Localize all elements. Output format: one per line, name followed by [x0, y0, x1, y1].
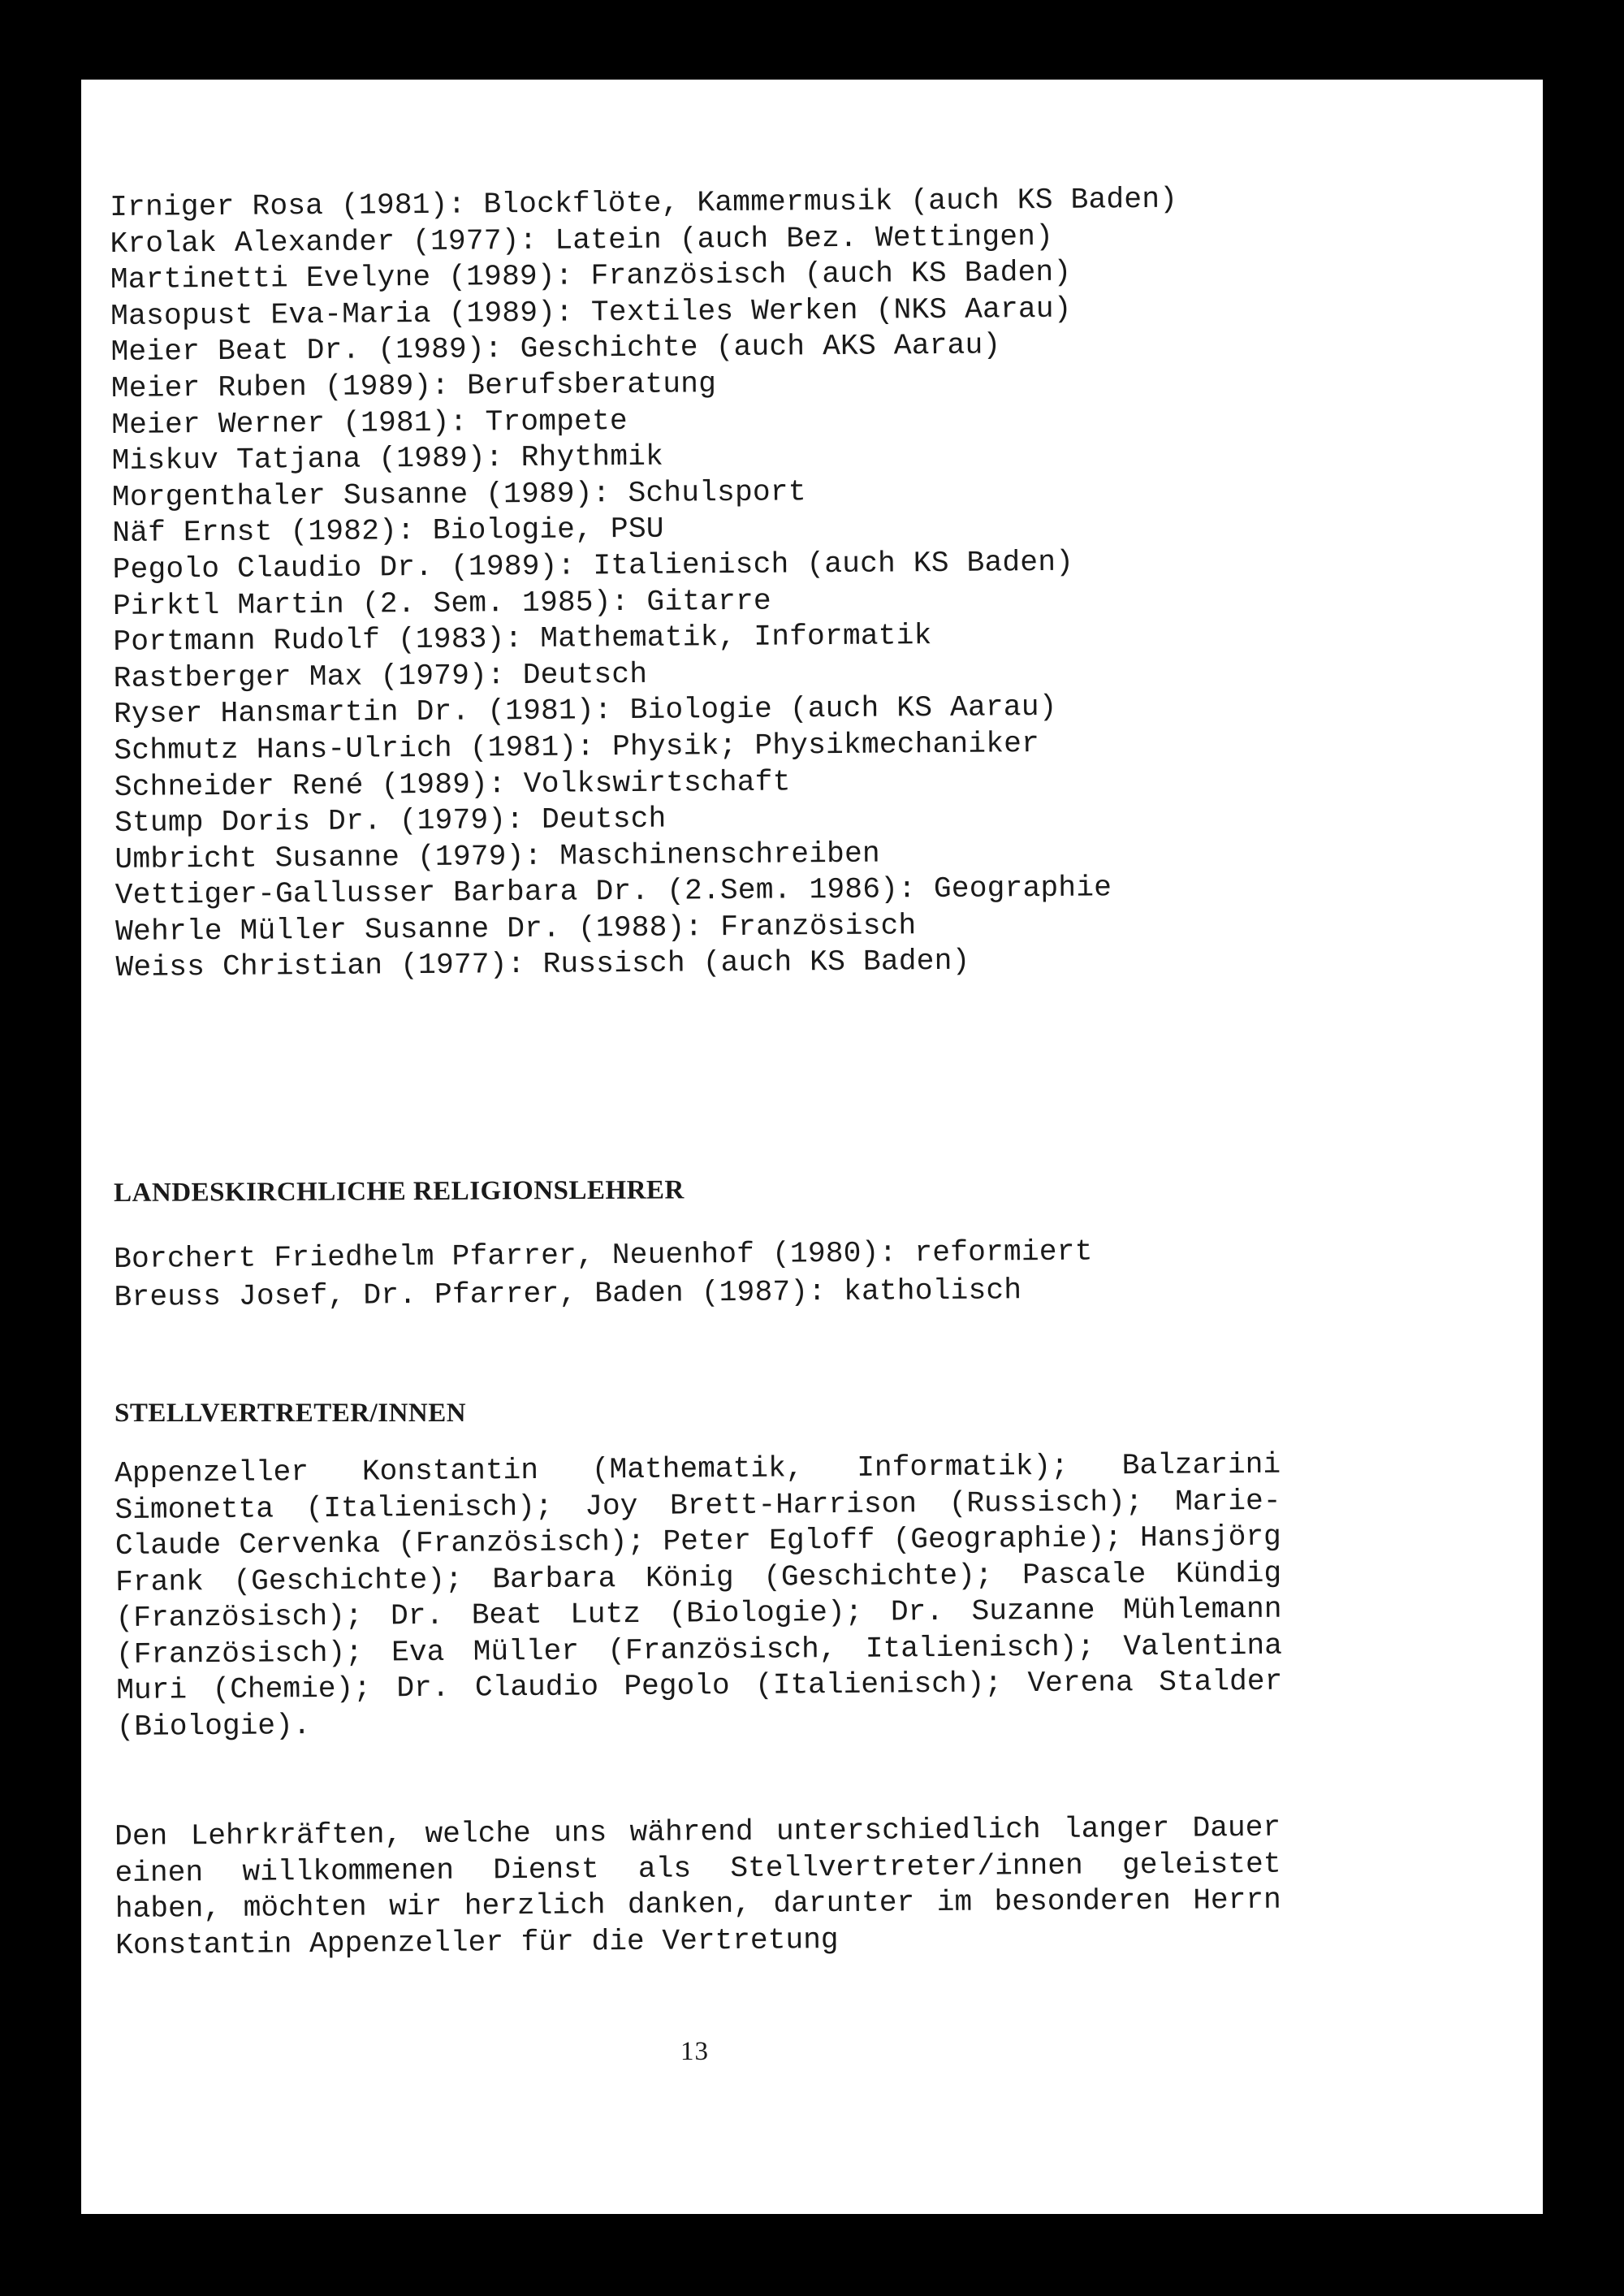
teacher-entry: Krolak Alexander (1977): Latein (auch Bez. Wettingen): [110, 219, 1054, 261]
religion-teacher-list: [114, 1233, 1093, 1317]
teacher-entry: Rastberger Max (1979): Deutsch: [113, 657, 648, 695]
teacher-entry: Wehrle Müller Susanne Dr. (1988): Französisch: [115, 909, 917, 949]
religion-teacher-entry: Breuss Josef, Dr. Pfarrer, Baden (1987): katholisch: [114, 1273, 1022, 1314]
teacher-entry: Masopust Eva-Maria (1989): Textiles Werken (NKS Aarau): [110, 292, 1072, 333]
teacher-entry: Portmann Rudolf (1983): Mathematik, Informatik: [113, 619, 932, 659]
teacher-entry: Meier Beat Dr. (1989): Geschichte (auch AKS Aarau): [110, 328, 1001, 370]
teacher-list: [110, 180, 1383, 987]
teacher-entry: Stump Doris Dr. (1979): Deutsch: [114, 802, 667, 841]
teacher-entry: Pegolo Claudio Dr. (1989): Italienisch (auch KS Baden): [112, 545, 1074, 586]
teacher-entry: Irniger Rosa (1981): Blockflöte, Kammermusik (auch KS Baden): [110, 182, 1178, 224]
teacher-entry: Schmutz Hans-Ulrich (1981): Physik; Physikmechaniker: [114, 726, 1040, 767]
religion-teachers-heading: LANDESKIRCHLICHE RELIGIONSLEHRER: [114, 1175, 685, 1208]
teacher-entry: Vettiger-Gallusser Barbara Dr. (2.Sem. 1986): Geographie: [114, 871, 1112, 913]
thanks-paragraph: Den Lehrkräften, welche uns während unterschiedlich langer Dauer einen willkommenen Dienst als Stellvertreter/innen geleistet haben, möchten wir herzlich danken, darunter im besonderen Herrn Konstantin Appenzeller für die Vertretung: [114, 1810, 1281, 1962]
teacher-entry: Näf Ernst (1982): Biologie, PSU: [112, 512, 664, 551]
substitutes-paragraph: Appenzeller Konstantin (Mathematik, Informatik); Balzarini Simonetta (Italienisch); Joy Brett-Harrison (Russisch); Marie-Claude Cervenka (Französisch); Peter Egloff (Geographie); Hansjörg Frank (Geschichte); Barbara König (Geschichte); Pascale Kündig (Französisch); Dr. Beat Lutz (Biologie); Dr. Suzanne Mühlemann (Französisch); Eva Müller (Französisch, Italienisch); Valentina Muri (Chemie); Dr. Claudio Pegolo (Italienisch); Verena Stalder (Biologie).: [114, 1447, 1283, 1744]
religion-teacher-entry: Borchert Friedhelm Pfarrer, Neuenhof (1980): reformiert: [114, 1234, 1093, 1276]
teacher-entry: Meier Werner (1981): Trompete: [111, 404, 628, 442]
substitutes-heading: STELLVERTRETER/INNEN: [114, 1399, 467, 1428]
teacher-entry: Martinetti Evelyne (1989): Französisch (auch KS Baden): [110, 255, 1072, 297]
teacher-entry: Ryser Hansmartin Dr. (1981): Biologie (auch KS Aarau): [113, 690, 1057, 732]
teacher-entry: Pirktl Martin (2. Sem. 1985): Gitarre: [112, 584, 772, 623]
teacher-entry: Meier Ruben (1989): Berufsberatung: [110, 367, 717, 405]
teacher-entry: Morgenthaler Susanne (1989): Schulsport: [111, 475, 806, 514]
teacher-entry: Weiss Christian (1977): Russisch (auch KS Baden): [115, 945, 970, 985]
teacher-entry: Schneider René (1989): Volkswirtschaft: [114, 764, 791, 804]
teacher-entry: Umbricht Susanne (1979): Maschinenschreiben: [114, 837, 880, 876]
page-number: 13: [680, 2037, 709, 2066]
teacher-entry: Miskuv Tatjana (1989): Rhythmik: [111, 439, 664, 478]
